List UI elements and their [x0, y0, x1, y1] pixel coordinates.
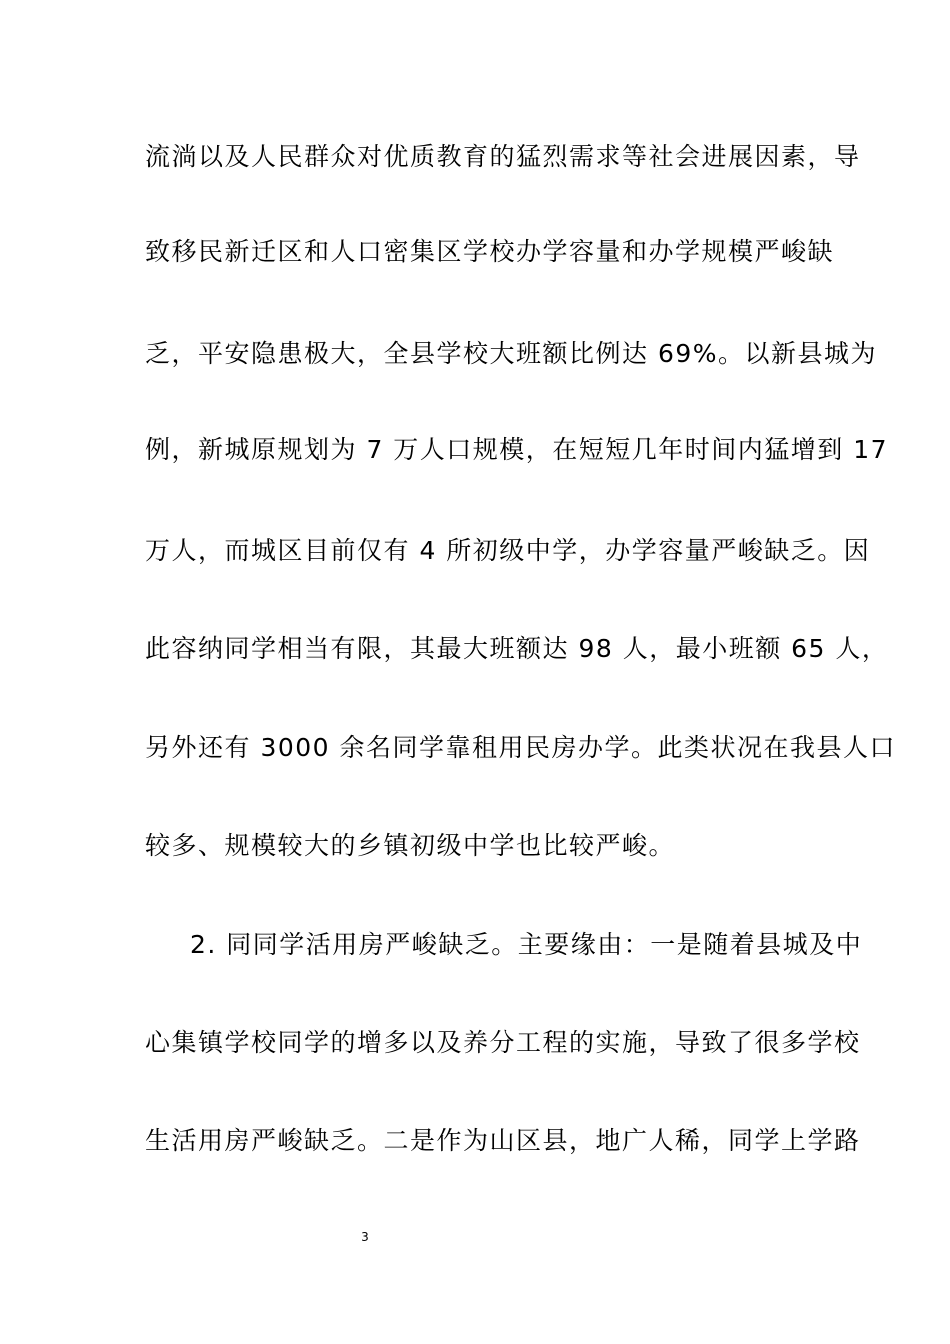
- paragraph-line-8: 较多、规模较大的乡镇初级中学也比较严峻。: [145, 831, 676, 860]
- paragraph-line-3: 乏，平安隐患极大，全县学校大班额比例达 69%。以新县城为: [145, 339, 878, 368]
- page-number: 3: [361, 1230, 369, 1244]
- paragraph-line-4: 例，新城原规划为 7 万人口规模，在短短几年时间内猛增到 17: [145, 435, 889, 464]
- paragraph-line-9: 2. 同同学活用房严峻缺乏。主要缘由：一是随着县城及中: [190, 930, 863, 959]
- paragraph-line-5: 万人，而城区目前仅有 4 所初级中学，办学容量严峻缺乏。因: [145, 536, 871, 565]
- paragraph-line-1: 流淌以及人民群众对优质教育的猛烈需求等社会进展因素，导: [145, 142, 861, 171]
- paragraph-line-7: 另外还有 3000 余名同学靠租用民房办学。此类状况在我县人口: [145, 733, 897, 762]
- paragraph-line-11: 生活用房严峻缺乏。二是作为山区县，地广人稀，同学上学路: [145, 1126, 861, 1155]
- paragraph-line-2: 致移民新迁区和人口密集区学校办学容量和办学规模严峻缺: [145, 237, 835, 266]
- paragraph-line-6: 此容纳同学相当有限，其最大班额达 98 人，最小班额 65 人，: [145, 634, 889, 663]
- paragraph-line-10: 心集镇学校同学的增多以及养分工程的实施，导致了很多学校: [145, 1028, 861, 1057]
